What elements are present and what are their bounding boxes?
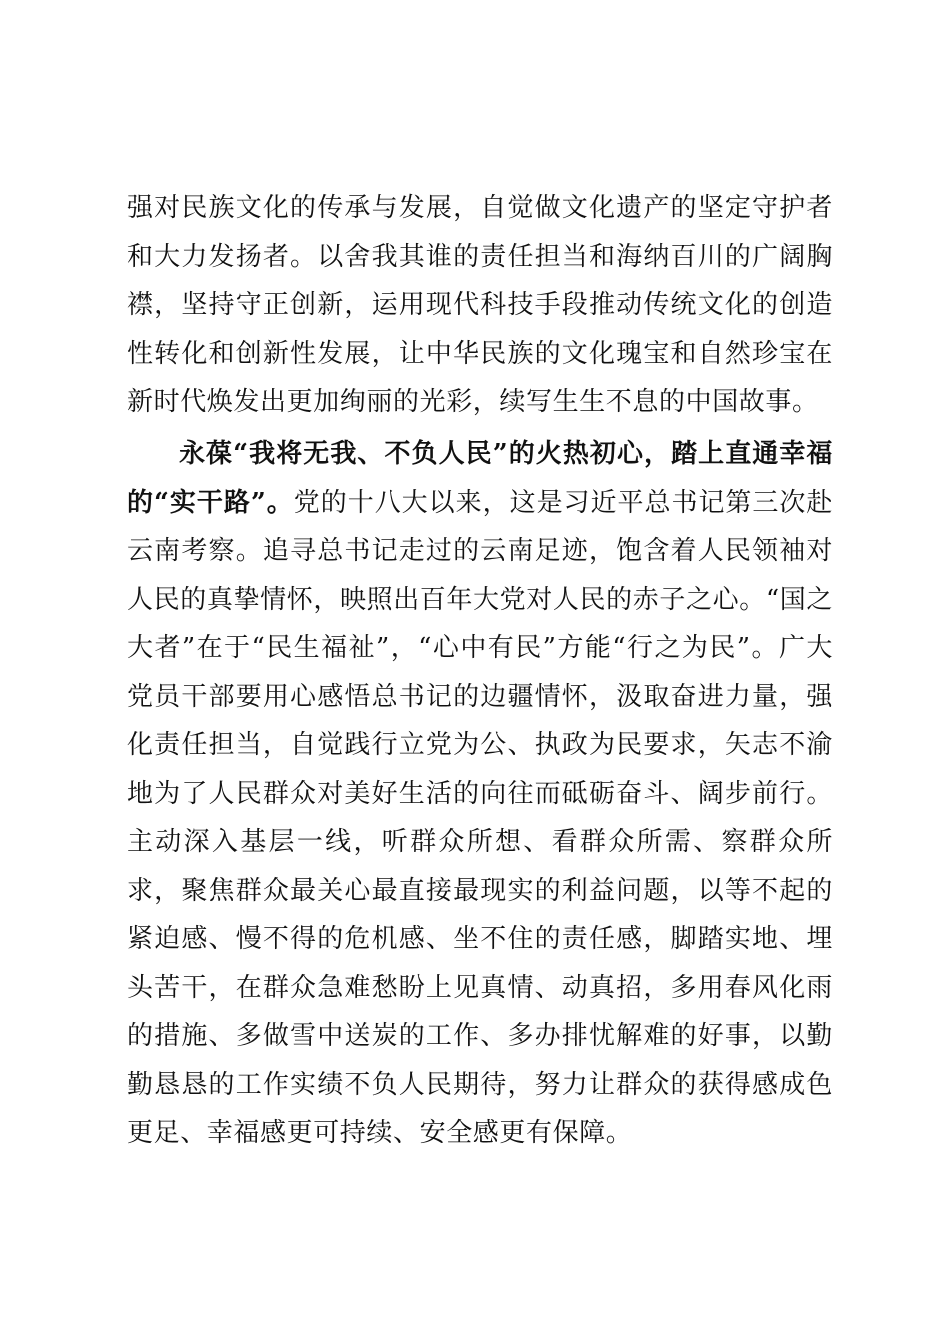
paragraph-1 <box>127 184 833 427</box>
paragraph-2-text: 党的十八大以来，这是习近平总书记第三次赴云南考察。追寻总书记走过的云南足迹，饱含着人民领袖对人民的真挚情怀，映照出百年大党对人民的赤子之心。“国之大者”在于“民生福祉”，“心中有民”方能“行之为民”。广大党员干部要用心感悟总书记的边疆情怀，汲取奋进力量，强化责任担当，自觉践行立党为公、执政为民要求，矢志不渝地为了人民群众对美好生活的向往而砥砺奋斗、阔步前行。主动深入基层一线，听群众所想、看群众所需、察群众所求，聚焦群众最关心最直接最现实的利益问题，以等不起的紧迫感、慢不得的危机感、坐不住的责任感，脚踏实地、埋头苦干，在群众急难愁盼上见真情、动真招，多用春风化雨的措施、多做雪中送炭的工作、多办排忧解难的好事，以勤勤恳恳的工作实绩不负人民期待，努力让群众的获得感成色更足、幸福感更可持续、安全感更有保障。 <box>127 487 833 1148</box>
paragraph-2 <box>127 430 833 1158</box>
paragraph-1-text: 强对民族文化的传承与发展，自觉做文化遗产的坚定守护者和大力发扬者。以舍我其谁的责任担当和海纳百川的广阔胸襟，坚持守正创新，运用现代科技手段推动传统文化的创造性转化和创新性发展，让中华民族的文化瑰宝和自然珍宝在新时代焕发出更加绚丽的光彩，续写生生不息的中国故事。 <box>127 193 833 417</box>
paragraph-2-lead-heading: 永葆“我将无我、不负人民”的火热初心，踏上直通幸福的“实干路”。 <box>127 439 833 518</box>
